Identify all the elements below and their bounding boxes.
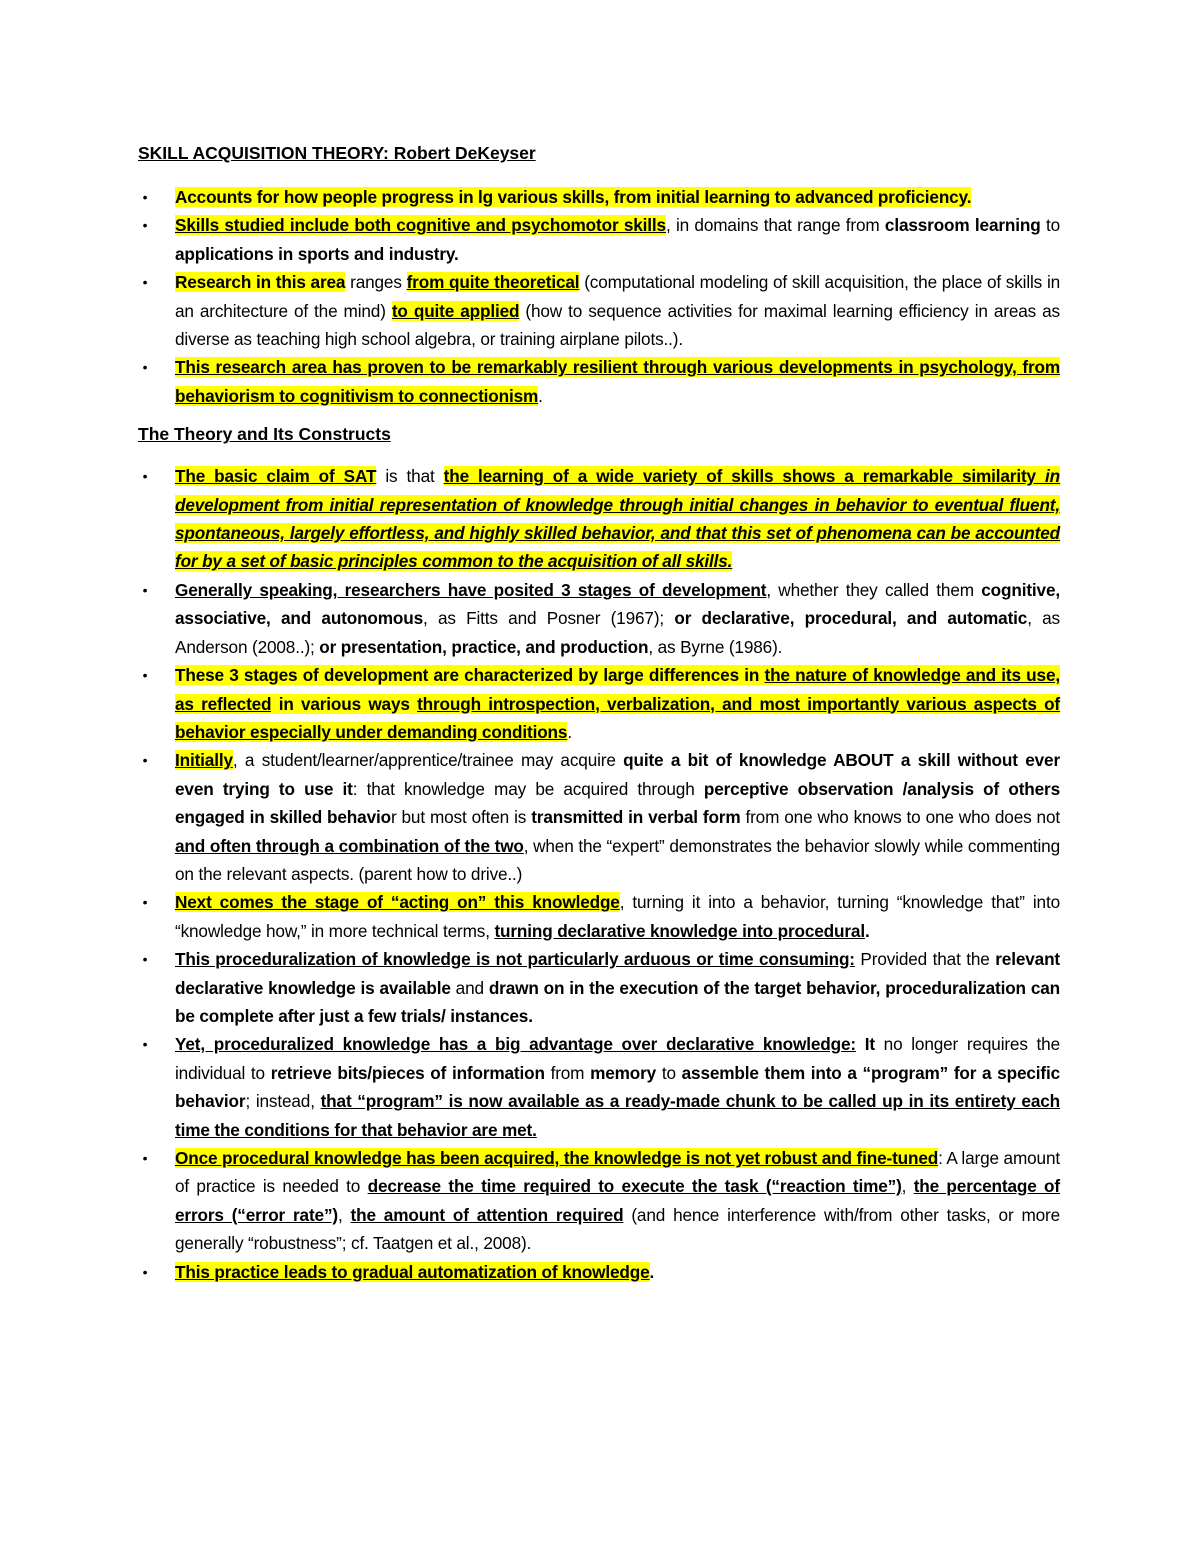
text-run: , in domains that range from [665, 215, 885, 236]
text-run: to [656, 1062, 682, 1083]
text-run: . [649, 1261, 655, 1282]
text-run: (and hence interference with/from other tasks, or more generally “robustness”; cf. Taatgen et al., 2008). [175, 1204, 1060, 1254]
list-item [138, 888, 1060, 945]
text-run: applications in sports and industry. [175, 243, 459, 264]
bullet-icon: • [142, 951, 148, 968]
text-run: memory [590, 1062, 657, 1083]
list-item [138, 268, 1060, 353]
list-item [138, 353, 1060, 410]
list-item [138, 576, 1060, 661]
text-run: to quite applied [391, 300, 520, 321]
text-run: This research area has proven to be remarkably resilient through various developments in psychology, from behaviorism to cognitivism to connectionism [175, 357, 1060, 406]
text-run: the nature of knowledge and its use [764, 665, 1056, 686]
text-run: : A large amount of practice is needed to [175, 1148, 1060, 1197]
text-run: . [567, 721, 572, 742]
text-run: Next comes the stage of “acting on” this knowledge [175, 892, 620, 913]
text-run: quite a bit of knowledge ABOUT a skill without ever even trying to use it [175, 750, 1060, 799]
text-run: decrease the time required to execute the task (“reaction time”) [367, 1176, 902, 1197]
text-run: in development from initial representation of knowledge through initial changes in behavior to eventual fluent, spontaneous, largely effortless, and highly skilled behavior, and that this set of phenomena can be accounted for by a set of basic principles common to the acquisition of all skills. [175, 466, 1060, 572]
text-run: Generally speaking, researchers have posited 3 stages of development [175, 579, 767, 600]
bullet-icon: • [142, 1263, 148, 1280]
text-run: , [1055, 665, 1060, 686]
text-run: These 3 stages of development are characterized by large differences in [175, 665, 765, 686]
bullet-icon: • [142, 667, 148, 684]
text-run: the amount of attention required [350, 1204, 624, 1225]
text-run: , as Anderson (2008..); [175, 608, 1060, 657]
list-item [138, 945, 1060, 1030]
list-item [138, 1144, 1060, 1258]
text-run: the percentage of errors (“error rate”) [175, 1176, 1060, 1225]
text-run: classroom learning [884, 215, 1041, 236]
text-run: , turning it into a behavior, turning “knowledge that” into “knowledge how,” in more technical terms, [175, 892, 1060, 941]
list-item [138, 462, 1060, 576]
text-run: cognitive, associative, and autonomous [175, 579, 1060, 629]
bullet-icon: • [142, 274, 148, 291]
text-run: from one who knows to one who does not [740, 807, 1060, 828]
text-run: r but most often is [390, 807, 532, 828]
text-run: and [450, 977, 489, 998]
list-item [138, 746, 1060, 888]
text-run: , whether they called them [766, 579, 982, 600]
text-run: turning declarative knowledge into procedural [494, 920, 865, 941]
text-run: It [855, 1034, 875, 1055]
text-run: , a student/learner/apprentice/trainee may acquire [232, 750, 624, 771]
list-item [138, 211, 1060, 268]
text-run: and often through a combination of the two [175, 835, 524, 856]
bullet-icon: • [142, 217, 148, 234]
text-run: The basic claim of SAT [175, 466, 377, 487]
text-run: in various ways [271, 693, 418, 714]
text-run: This practice leads to gradual automatization of knowledge [175, 1261, 650, 1282]
list-item [138, 1258, 1060, 1286]
list-item [138, 1030, 1060, 1144]
text-run: is that [376, 466, 444, 487]
text-run: . [864, 920, 870, 941]
bullet-icon: • [142, 581, 148, 598]
text-run: (how to sequence activities for maximal learning efficiency in areas as diverse as teaching high school algebra, or training airplane pilots..). [175, 300, 1061, 350]
text-run: from quite theoretical [406, 272, 580, 293]
text-run: the learning of a wide variety of skills shows a remarkable similarity [443, 466, 1046, 487]
text-run: Accounts for how people progress in lg various skills, from initial learning to advanced proficiency. [175, 187, 972, 207]
bullet-icon: • [142, 189, 148, 205]
text-run: retrieve bits/pieces of information [270, 1062, 545, 1083]
text-run: or presentation, practice, and production [319, 636, 649, 657]
bullet-icon: • [142, 468, 148, 485]
bullet-icon: • [142, 894, 148, 911]
text-run: This proceduralization of knowledge is not particularly arduous or time consuming: [175, 949, 855, 970]
text-run: or declarative, procedural, and automatic [674, 608, 1028, 629]
list-item [138, 661, 1060, 746]
text-run: relevant declarative knowledge is available [175, 949, 1060, 998]
bullet-icon: • [142, 1036, 148, 1053]
text-run: , as Fitts and Posner (1967); [423, 608, 675, 629]
text-run: , [337, 1204, 351, 1225]
text-run: drawn on in the execution of the target behavior, proceduralization can be complete after just a few trials/ instances. [175, 977, 1060, 1026]
text-run: perceptive observation /analysis of others engaged in skilled behavio [175, 778, 1060, 828]
text-run: Skills studied include both cognitive and psychomotor skills [175, 215, 666, 236]
text-run: to [1040, 215, 1060, 236]
text-run: Yet, proceduralized knowledge has a big advantage over declarative knowledge: [175, 1034, 856, 1055]
intro-bullet-list [138, 183, 1060, 410]
text-run: Initially [175, 750, 233, 771]
text-run: : that knowledge may be acquired through [352, 778, 704, 799]
section-heading: The Theory and Its Constructs [138, 424, 391, 445]
text-run: assemble them into a “program” for a specific behavior [175, 1062, 1060, 1112]
text-run: ranges [345, 272, 407, 293]
constructs-bullet-list [138, 462, 1060, 1286]
text-run: that “program” is now available as a ready-made chunk to be called up in its entirety each time the conditions for that behavior are met. [175, 1091, 1060, 1140]
bullet-icon: • [142, 752, 148, 769]
text-run: Research in this area [175, 272, 346, 293]
text-run: , [901, 1176, 914, 1197]
text-run: Once procedural knowledge has been acquired, the knowledge is not yet robust and fine-tuned [175, 1148, 939, 1168]
text-run: through introspection, verbalization, and most importantly various aspects of behavior especially under demanding conditions [175, 693, 1060, 742]
bullet-icon: • [142, 359, 148, 376]
document-title: SKILL ACQUISITION THEORY: Robert DeKeyser [138, 143, 536, 163]
text-run: . [538, 385, 543, 406]
list-item [138, 183, 1060, 211]
text-run: , as Byrne (1986). [648, 636, 783, 657]
text-run: , when the “expert” demonstrates the behavior slowly while commenting on the relevant aspects. (parent how to drive..) [175, 835, 1060, 884]
text-run: as reflected [175, 693, 272, 714]
text-run: no longer requires the individual to [175, 1034, 1060, 1083]
text-run: from [544, 1062, 591, 1083]
text-run: (computational modeling of skill acquisition, the place of skills in an architecture of the mind) [175, 272, 1061, 321]
text-run: Provided that the [854, 949, 996, 970]
bullet-icon: • [142, 1150, 148, 1166]
text-run: transmitted in verbal form [531, 807, 741, 828]
text-run: ; instead, [245, 1091, 321, 1112]
